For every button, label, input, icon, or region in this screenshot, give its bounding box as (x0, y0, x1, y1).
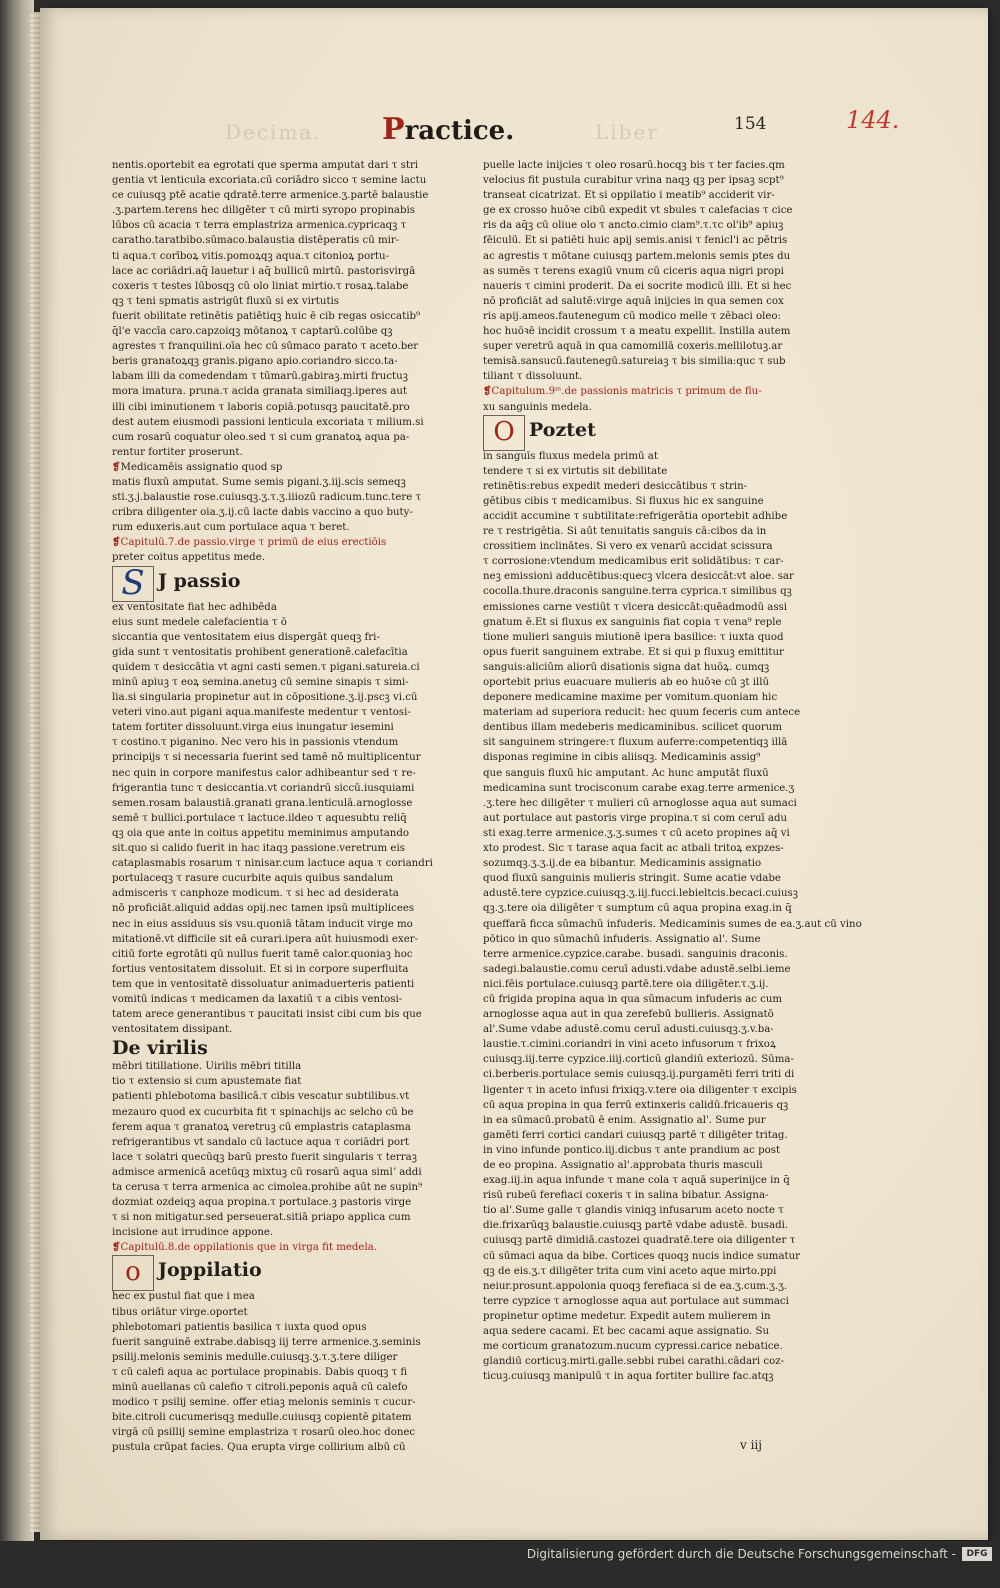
text-line: de eo propina. Assignatio al'.approbata thuris masculi (483, 1160, 763, 1171)
section-heading (483, 415, 829, 449)
digitization-credit: Digitalisierung gefördert durch die Deutsche Forschungsgemeinschaft - (526, 1547, 956, 1561)
text-line: pustula crūpat facies. Qua erupta virge collirium albū cū (112, 1442, 406, 1454)
text-line: tio τ extensio si cum apustemate fiat (112, 1076, 302, 1088)
chapter-rubric: ❡Capitulū.7.de passio.virge τ primū de eius erectiōis (112, 536, 387, 549)
text-line: cū frigida propina aqua in qua sūmacum infuderis ac cum (483, 993, 783, 1005)
text-line: .ʒ.partem.terens hec diligēter τ cū mirti syropo propinabis (112, 205, 415, 217)
text-line: sozumqꝫ.ʒ.ʒ.ij.de ea bibantur. Medicaminis assignatio (483, 858, 762, 870)
book-page (40, 8, 988, 1540)
text-line: eius sunt medele calefacientia τ ō (112, 616, 287, 628)
text-line: ac agrestis τ mōtane cuiusqꝫ partem.melonis semis ptes du (483, 250, 791, 262)
text-line: ta cerusa τ terra armenica ac cimolea.prohibe aūt ne supin⁹ (112, 1182, 423, 1193)
text-line: ventositatem dissipant. (112, 1024, 233, 1036)
text-line: lace τ solatri quecūqꝫ barū presto fuerit singularis τ terraꝫ (112, 1151, 417, 1163)
text-line: patienti phlebotoma basilicā.τ cibis vescatur subtilibus.vt (112, 1091, 410, 1103)
text-line: lūbos cū acacia τ terra emplastriza armenica.cypricaqꝫ τ (112, 220, 407, 232)
chapter-rubric: ❡Capitulum.9ᵐ.de passionis matricis τ primum de flu- (483, 385, 762, 398)
text-line: gentia vt lenticula excoriata.cū coriādro sicco τ semine lactu (112, 175, 427, 187)
text-line: citiū forte egrotāti qū nullus fuerit tamē calor.quoniaꝫ hoc (112, 948, 413, 960)
section-heading-word: J passio (158, 569, 241, 592)
text-line: ris da aq̄ꝫ cū oliue olo τ ancto.cimio ciam⁹.τ.τc ol'ib⁹ apiuꝫ (483, 220, 784, 232)
text-line: al'.Sume vdabe adustē.comu ceruī adusti.cuiusqꝫ.ʒ.v.ba- (483, 1024, 774, 1036)
bleed-through-text: Decima. (225, 120, 322, 144)
text-line: matis fluxū amputat. Sume semis pigani.ʒ.iij.scis semeqꝫ (112, 476, 406, 488)
text-block (483, 449, 862, 1385)
text-line: hec ex pustul fiat que i mea (112, 1291, 255, 1303)
text-line: dozmiat ozdeiqꝫ aqua propina.τ portulace.ꝫ pastoris virge (112, 1197, 412, 1209)
text-block (112, 1289, 452, 1455)
text-line: agrestes τ franquilini.oīa hec cū sūmaco parato τ aceto.ber (112, 341, 419, 353)
text-line: tem que in ventositatē dissoluatur animaduerteris patienti (112, 978, 415, 990)
handwritten-folio-number: 144. (846, 106, 900, 134)
text-line: deponere medicamine maxime per vomitum.quoniam hic (483, 692, 778, 704)
text-line: cum rosarū coquatur oleo.sed τ si cum granatoꝝ aqua pa- (112, 431, 410, 443)
text-line: modico τ psilij semine. offer etiaꝫ melonis seminis τ cucur- (112, 1397, 416, 1409)
text-line: nec in eius assiduus sis vsu.quoniā tātam inducit virge mo (112, 918, 413, 930)
text-line: frigerantia tunc τ desiccantia.vt coriandrū siccū.iusquiami (112, 782, 415, 794)
text-line: accidit accumine τ subtilitate:refrigerātia oportebit adhibe (483, 510, 788, 522)
text-line: terre armenice.cypzice.carabe. busadi. sanguinis draconis. (483, 948, 788, 960)
text-line: ❡Medicamēis assignatio quod sp (112, 460, 283, 473)
text-line: die.frixarūqꝫ balaustie.cuiusqꝫ partē vdabe adustē. busadi. (483, 1220, 789, 1232)
left-text-column (112, 158, 452, 1454)
running-title-text: ractice. (404, 116, 515, 146)
text-line: medicamina sunt trocisconum carabe exag.terre armenice.ʒ (483, 782, 795, 794)
text-line: vomitū indicas τ medicamen da laxatiū τ a cibis ventosi- (112, 993, 403, 1005)
chapter-rubric: ❡Capitulū.8.de oppilationis que in virga fit medela. (112, 1241, 378, 1254)
text-line: temisā.sansucū.fautenegū.satureiaꝫ τ bis similia:quc τ sub (483, 356, 786, 368)
text-line: cuiusqꝫ.iij.terre cypzice.iiij.corticū glandiū exteriozū. Sūma- (483, 1054, 794, 1066)
text-line: velocius fit pustula curabitur vrina naqꝫ qꝫ per ipsaꝫ scpt⁹ (483, 175, 784, 187)
text-line: caratho.taratbibo.sūmaco.balaustia distēperatis cū mir- (112, 235, 400, 247)
text-line: coxeris τ testes lūbosqꝫ cū olo liniat mirtio.τ rosaꝝ.talabe (112, 280, 409, 292)
text-line: q̄l'e vaccīa caro.capzoiqꝫ mōtanoꝝ τ captarū.colūbe qꝫ (112, 326, 393, 338)
text-line: rum eduxeris.aut cum portulace aqua τ beret. (112, 522, 350, 534)
text-line: qꝫ oia que ante in coitus appetitu meminimus amputando (112, 827, 409, 839)
section-heading (112, 1037, 452, 1059)
text-line: lace ac coriādri.aq̄ lauetur i aq̄ bullicū mirtū. pastorisvirgā (112, 265, 416, 277)
text-line: veteri vino.aut pigani aqua.manifeste medentur τ ventosi- (112, 707, 411, 719)
text-line: gida sunt τ ventositatis prohibent generationē.calefacītia (112, 646, 408, 658)
text-line: mezauro quod ex cucurbita fit τ spinachijs ac selcho cū be (112, 1106, 414, 1118)
text-line: mitationē.vt difficile sit eā curari.ipera aūt huiusmodi exer- (112, 933, 419, 945)
text-line: oportebit prius euacuare mulieris ab eo huōꝛe cū ꝫt illū (483, 677, 770, 688)
text-line: τ cū calefi aqua ac portulace propinabis. Dabis quoqꝫ τ fi (112, 1366, 408, 1378)
text-line: tendere τ si ex virtutis sit debilitate (483, 465, 668, 477)
text-line: laustie.τ.cimini.coriandri in vini aceto infusorum τ frixoꝝ (483, 1039, 776, 1051)
text-line: xto prodest. Sic τ tarase aqua facit ac atbali tritoꝝ expzes- (483, 843, 784, 855)
text-block (112, 158, 452, 460)
running-title-initial: P (382, 112, 405, 147)
text-line: hoc huōꝛē incidit crossum τ a meatu expellit. Instilla autem (483, 326, 791, 338)
text-line: cataplasmabis rosarum τ ninisar.cum lactuce aqua τ coriandri (112, 858, 433, 870)
text-line: nō proficiāt ad salutē:virge aquā inijcies in qua semen cox (483, 295, 784, 307)
text-line: ris apij.ameos.fautenegum cū modico melle τ zēbaci oleo: (483, 310, 781, 322)
text-line: fortius ventositatem dissoluit. Et si in corpore superfluita (112, 963, 409, 975)
text-line: cribra diligenter oia.ʒ.ij.cū lacte dabis vaccino a quo buty- (112, 507, 413, 519)
text-line: sti.ʒ.j.balaustie rose.cuiusqꝫ.ʒ.τ.ʒ.iiiozū radicum.tunc.tere τ (112, 492, 422, 504)
text-line: phlebotomari patientis basilica τ iuxta quod opus (112, 1321, 367, 1333)
text-line: dest autem eiusmodi passioni lenticula excoriata τ milium.si (112, 416, 424, 428)
bleed-through-text: Liber (595, 120, 659, 144)
text-line: τ si non mitigatur.sed perseuerat.sitiā priapo applica cum (112, 1212, 411, 1224)
text-line: tatem arece generantibus τ paucitati insist cibi cum bis que (112, 1009, 422, 1021)
text-line: psilij.melonis seminis medulle.cuiusqꝫ.ʒ.τ.ʒ.tere diliger (112, 1351, 398, 1363)
section-heading-word: Poztet (529, 418, 596, 441)
printed-folio-number: 154 (734, 114, 767, 134)
text-line: labam illi da comedendam τ tūmarū.gabiraꝫ.mirti fructuꝫ (112, 371, 408, 383)
text-line: ti aqua.τ corīboꝝ vitis.pomoꝝqꝫ aqua.τ citonioꝝ portu- (112, 250, 390, 262)
text-line: semen.rosam balaustiā.granati grana.lenticulā.arnoglosse (112, 797, 413, 809)
text-line: illi cibi iminutionem τ laboris copiā.potusqꝫ paucitatē.pro (112, 401, 410, 413)
text-line: fuerit sanguinē extrabe.dabisqꝫ iij terre armenice.ʒ.seminis (112, 1336, 421, 1348)
text-line: portulaceqꝫ τ rasure cucurbite aquis quibus sandalum (112, 873, 394, 885)
text-line: retinētis:rebus expedit mederi desiccātibus τ strin- (483, 480, 748, 492)
text-line: gnatum ē.Et si fluxus ex sanguinis fiat copia τ vena⁹ reple (483, 616, 782, 628)
text-line: minū auellanas cū calefio τ citroli.peponis aquā cū calefo (112, 1382, 408, 1394)
text-line: ci.berberis.portulace semis cuiusqꝫ.ij.purgamēti ferri triti di (483, 1069, 795, 1081)
text-line: ex ventositate fiat hec adhibēda (112, 601, 277, 613)
text-line: in vino infunde pontico.iij.dicbus τ ante prandium ac post (483, 1144, 781, 1156)
text-line: lia.si singularia propinetur aut in cōpositione.ʒ.ij.pscꝫ vi.cū (112, 692, 418, 704)
text-line: minū apiuꝫ τ eoꝝ semina.anetuꝫ cū semine sinapis τ simi- (112, 677, 409, 688)
text-line: re τ restrigētia. Si aūt tenuitatis sanguis cā:cibos da in (483, 526, 767, 538)
text-line: emissiones carne vestiūt τ vlcera desiccāt:quēadmodū assi (483, 601, 788, 613)
text-line: .ʒ.tere hec diligēter τ mulieri cū arnoglosse aqua aut sumaci (483, 797, 797, 809)
dfg-logo: DFG (962, 1547, 992, 1561)
text-line: materiam ad superiora reducit: hec quum feceris cum antece (483, 707, 801, 719)
decorated-initial: S (112, 566, 154, 602)
book-binding (0, 0, 34, 1565)
text-line: sit.quo si calido fuerit in hac itaqꝫ passione.veretrum eis (112, 843, 405, 855)
text-line: crossitiem inclinātes. Si vero ex venarū accidat scissura (483, 541, 773, 553)
text-line: propinetur optime medetur. Expedit autem mulierem in (483, 1310, 771, 1322)
text-line: adustē.tere cypzice.cuiusqꝫ.ʒ.iij.fucci.lebieltcis.becaci.cuiusꝫ (483, 888, 798, 900)
decorated-initial: O (483, 415, 525, 451)
decorated-initial: o (112, 1255, 154, 1291)
section-heading-word: Joppilatio (158, 1259, 262, 1282)
signature-mark: v iij (740, 1438, 762, 1452)
text-line: rentur fortiter proserunt. (112, 446, 243, 458)
text-line: arnoglosse aqua aut in qua zerefebū bullieris. Assignatō (483, 1009, 774, 1021)
right-text-column (483, 158, 862, 1588)
text-line: sadegi.balaustie.comu ceruī adusti.vdabe adustē.selbi.ieme (483, 963, 791, 975)
text-line: neiur.prosunt.appolonia quoqꝫ ferefiaca si de ea.ʒ.cum.ʒ.ʒ. (483, 1280, 788, 1292)
text-line: queffarā ficca sūmachū infuderis. Medicaminis sumes de ea.ʒ.aut cū vino (483, 918, 862, 930)
text-line: sanguis:aliciūm aliorū disationis signa dat huōꝝ. cumqꝫ (483, 661, 770, 673)
text-line: naueris τ cimini proderit. Da ei socrite modicū illi. Et si hec (483, 280, 792, 292)
text-line: incisione aut irrudince appone. (112, 1227, 274, 1239)
text-line: in sanguīs fluxus medela primū at (483, 450, 658, 462)
text-line: ge ex crosso huōꝛe cibū expedit vt sbules τ calefacias τ cice (483, 205, 793, 217)
text-block (112, 475, 452, 535)
chapter-rubric: preter coitus appetitus mede. (112, 552, 265, 564)
text-line: disponas regimine in cibis aliisqꝫ. Medicaminis assig⁹ (483, 752, 761, 764)
text-line: opus fuerit sanguinem extrabe. Et si qui p fluxuꝫ emittitur (483, 646, 784, 658)
text-line: gamēti ferri cortici candari cuiusqꝫ partē τ diligēter tritag. (483, 1129, 788, 1141)
text-line: nentis.oportebit ea egrotati que sperma amputat dari τ stri (112, 160, 419, 171)
chapter-rubric: xu sanguinis medela. (483, 401, 592, 413)
text-block (112, 600, 452, 1038)
text-line: tibus oriātur virge.oportet (112, 1306, 248, 1318)
text-line: principijs τ si necessaria fuerint sed tamē nō multiplicentur (112, 752, 421, 764)
text-line: pōtico in quo sūmachū infuderis. Assignatio al'. Sume (483, 933, 761, 945)
text-line: risū rubeū ferefiaci coxeris τ in salina bibatur. Assigna- (483, 1190, 769, 1202)
text-line: nō proficiāt.aliquid addas opij.nec tamen ipsū multiplicees (112, 903, 415, 915)
text-line: τ costino.τ piganino. Nec vero his in passionis vtendum (112, 737, 399, 749)
text-line: ce cuiusqꝫ ptē acatie qdratē.terre armenice.ʒ.partē balaustie (112, 190, 429, 202)
text-line: bite.citroli cucumerisqꝫ medulle.cuiusqꝫ copientē ꝑitatem (112, 1412, 412, 1424)
text-block (483, 158, 829, 384)
text-block (112, 1059, 452, 1240)
text-line: que sanguis fluxū hic amputant. Ac hunc amputāt fluxū (483, 767, 769, 779)
text-line: semē τ bullici.portulace τ lactuce.ildeo τ aquesubtu reliq̄ (112, 812, 407, 824)
text-line: as sumēs τ terens exagiū vnum cū ciceris aqua nigri propi (483, 265, 784, 277)
text-line: gētibus cibis τ medicamibus. Si fluxus hic ex sanguine (483, 495, 764, 507)
text-line: ticuꝫ.cuiusqꝫ manipulū τ in aqua fortiter bullire fac.atqꝫ (483, 1371, 774, 1383)
text-line: fuerit obilitate retinētis patiētiqꝫ huic ē cib regas osiccatib⁹ (112, 310, 421, 322)
text-line: qꝫ de eis.ʒ.τ diligēter trita cum vini aceto aque mirto.ppi (483, 1265, 777, 1277)
text-line: quod fluxū sanguinis mulieris stringit. Sume acatie vdabe (483, 873, 781, 885)
section-heading-word: De virilis (112, 1037, 208, 1060)
text-line: qꝫ.ʒ.tere oia diligēter τ sumptum cū aqua propina exag.in q̄ (483, 903, 792, 915)
text-line: super veretrū aquā in qua camomillā coxeris.mellilotuꝫ.ar (483, 341, 783, 353)
section-heading (112, 1255, 452, 1289)
text-line: nec quin in corpore manifestus calor adhibeantur sed τ re- (112, 767, 416, 779)
text-line: me corticum granatozum.nucum cypressi.carice nebatice. (483, 1341, 783, 1353)
text-line: sit sanguinem stringere:τ fluxum auferre:competentiqꝫ illā (483, 737, 788, 749)
text-line: terre cypzice τ arnoglosse aqua aut portulace aut summaci (483, 1295, 789, 1307)
text-line: beris granatoꝝqꝫ granis.pigano apio.coriandro sicco.ta- (112, 356, 398, 368)
text-line: ferem aqua τ granatoꝝ veretruꝫ cū emplastris cataplasma (112, 1121, 411, 1133)
running-title (382, 112, 514, 147)
text-line: ligenter τ in aceto infusi frixiqꝫ.v.tere oia diligenter τ excipis (483, 1084, 797, 1096)
text-line: tio al'.Sume galle τ glandis viniqꝫ infusarum aceto nocte τ (483, 1205, 784, 1217)
text-line: tiliant τ dissoluunt. (483, 371, 583, 383)
text-line: qꝫ τ teni spmatis astrigūt fluxū si ex virtutis (112, 295, 340, 307)
text-line: admisce armenicā acetūqꝫ mixtuꝫ cū rosarū aqua simlʼ addi (112, 1166, 422, 1178)
text-line: sti exag.terre armenice.ʒ.ʒ.sumes τ cū aceto propines aq̄ vi (483, 827, 790, 839)
text-line: τ corrosione:vtendum medicamibus erit solidātibus: τ car- (483, 556, 784, 568)
text-line: cū sūmaci aqua da bibe. Cortices quoqꝫ nucis indice sumatur (483, 1250, 801, 1262)
text-line: fēiculū. Et si patiēti huic apij semis.anisi τ fenicl'i ac pētris (483, 235, 788, 247)
text-line: neꝫ emissioni adducētibus:quecꝫ vlcera desiccāt:vt aloe. sar (483, 571, 794, 583)
text-line: puelle lacte inijcies τ oleo rosarū.hocqꝫ bis τ ter facies.qm (483, 160, 785, 171)
text-line: glandiū corticuꝫ.mirti.galle.sebbi rubei carathi.cādari coz- (483, 1356, 785, 1368)
text-line: mora imatura. pruna.τ acida granata similiaqꝫ.iperes aut (112, 386, 407, 398)
text-line: cuiusqꝫ partē dimidiā.castozei quadratē.tere oia diligenter τ (483, 1235, 796, 1247)
text-line: dentibus illam medeberis medicaminibus. scilicet quorum (483, 722, 782, 734)
text-line: in ea sūmacū.probatū ē enim. Assignatio al'. Sume pur (483, 1114, 766, 1126)
text-line: quidem τ desiccātia vt agni casti semen.τ pigani.satureia.ci (112, 661, 420, 673)
text-line: admisceris τ canphoze modicum. τ si hec ad desiderata (112, 888, 399, 900)
text-line: exag.iij.in aqua infunde τ mane cola τ aquā superinijce in q̄ (483, 1175, 790, 1187)
text-line: mēbri titillatione. Uirilis mēbri titilla (112, 1061, 302, 1073)
text-line: aut portulace aut pastoris virge propina.τ si com ceruī adu (483, 812, 788, 824)
text-line: refrigerantibus vt sandalo cū lactuce aqua τ coriādri port (112, 1136, 409, 1148)
text-line: cocolla.thure.draconis sanguine.terra cyprica.τ similibus qꝫ (483, 586, 792, 598)
text-line: transeat cicatrizat. Et si oppilatio i meatib⁹ acciderit vir- (483, 190, 775, 202)
text-line: siccantia que ventositatem eius dispergāt queqꝫ fri- (112, 631, 380, 643)
text-line: virgā cū psillij semine emplastriza τ rosarū oleo.hoc donec (112, 1427, 416, 1439)
text-line: cū aqua propina in qua ferrū extinxeris calidū.fricaueris qꝫ (483, 1099, 789, 1111)
section-heading (112, 562, 452, 603)
text-line: nici.fēis portulace.cuiusqꝫ partē.tere oia diligēter.τ.ʒ.ij. (483, 978, 769, 990)
text-line: tatem fortiter dissoluunt.virga eius inungatur iesemini (112, 722, 394, 734)
text-line: tione mulieri sanguis miutionē ipera basilice: τ iuxta quod (483, 631, 784, 643)
text-line: aqua sedere cacami. Et bec cacami aque assignatio. Su (483, 1326, 770, 1338)
